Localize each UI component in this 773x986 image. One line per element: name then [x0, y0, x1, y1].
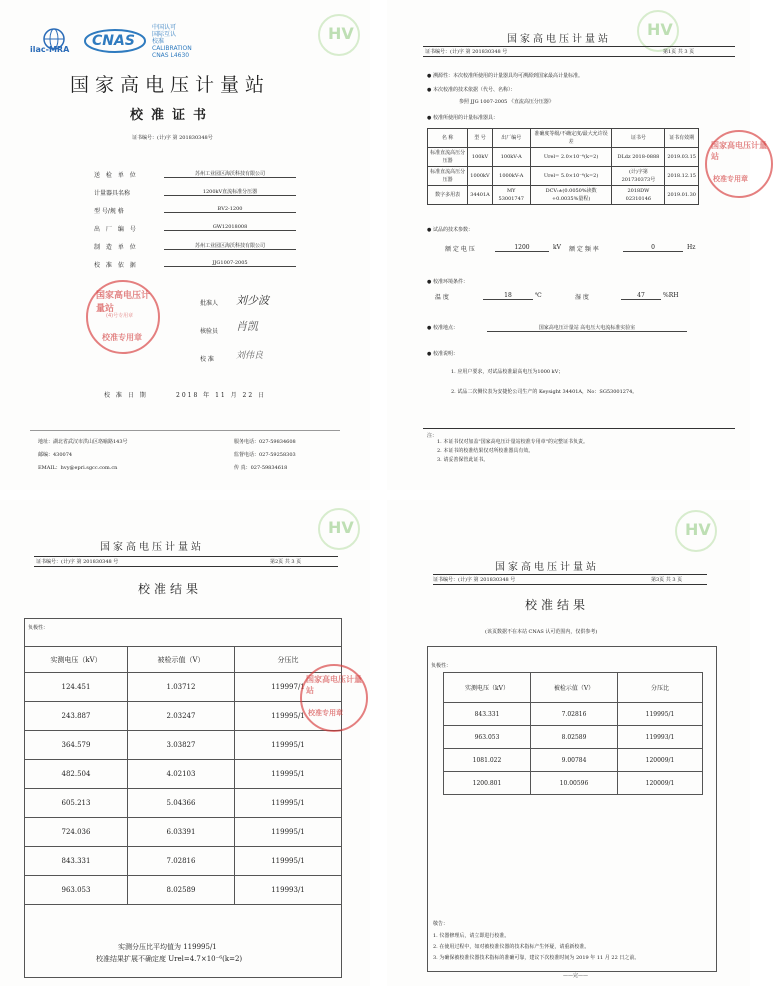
table-header-row: [25, 647, 342, 673]
basis-text: 参照 JJG 1007-2005 《直流高压分压器》: [459, 99, 554, 105]
notice-title: 敬告：: [433, 921, 449, 927]
header-rule: [433, 574, 707, 575]
field-label: 送 检 单 位: [94, 172, 138, 179]
field-label: 型 号/规 格: [94, 208, 124, 215]
field-label: 计量器具名称: [94, 190, 131, 197]
footer-fax: 传 真：027-59834618: [234, 465, 288, 471]
table-row: [444, 726, 703, 749]
verifier-label: 核验员: [200, 328, 219, 335]
table-cell: 5.04366: [128, 789, 235, 818]
seal-station-text: 国家高电压计量站: [306, 675, 362, 695]
end-mark: ——完——: [563, 973, 589, 979]
table-cell: 119995/1: [235, 702, 342, 731]
field-value: BV2-1200: [164, 206, 296, 213]
table-cell: 数字多用表: [428, 186, 468, 205]
table-header-row: [428, 129, 699, 148]
hv-watermark-logo: HV: [675, 510, 717, 552]
ilac-logo-text: ilac-MRA: [30, 45, 70, 54]
calibration-seal: [705, 130, 773, 198]
field-value: GW12018008: [164, 224, 296, 231]
table-header-cell: 名 称: [428, 129, 468, 148]
table-header-row: [444, 673, 703, 703]
table-cell: 1.03712: [128, 673, 235, 702]
table-cell: 6.03391: [128, 818, 235, 847]
tech-params-title: ● 试品的技术参数：: [427, 227, 473, 233]
notice-item: 1. 仪器修理后，请立即进行校准。: [433, 933, 510, 939]
table-row: [25, 818, 342, 847]
rated-frequency-value: 0: [623, 244, 683, 252]
cnas-logo: [84, 28, 146, 58]
table-cell: 120009/1: [618, 772, 703, 795]
table-cell: 7.02816: [531, 703, 618, 726]
field-value: 苏州工业园区海沃科技有限公司: [164, 170, 296, 178]
field-label: 出 厂 编 号: [94, 226, 138, 233]
humidity-value: 47: [621, 292, 661, 300]
table-cell: 1081.022: [444, 749, 531, 772]
cnas-logo-text: CNAS: [92, 33, 135, 49]
footer-postcode: 邮编：430074: [38, 452, 73, 458]
table-row: [25, 731, 342, 760]
table-row: [25, 673, 342, 702]
results-subtitle: (该页数据不在本站 CNAS 认可范围内，仅供参考): [485, 629, 598, 635]
table-row: [428, 148, 699, 167]
table-row: [25, 847, 342, 876]
table-cell: 9.00784: [531, 749, 618, 772]
location-value: 国家高电压计量站 高电压大电流标准实验室: [487, 324, 687, 332]
table-cell: 100kV-A: [492, 148, 530, 167]
temperature-value: 18: [483, 292, 533, 300]
approver-signature: 刘少波: [236, 294, 269, 307]
rated-frequency-label: 额 定 频 率: [569, 246, 599, 253]
table-cell: 1000kV-A: [492, 167, 530, 186]
seal-bottom-text: 校准专用章: [713, 175, 748, 183]
table-cell: 119995/1: [235, 731, 342, 760]
header-rule: [34, 566, 338, 567]
hv-watermark-logo: HV: [318, 508, 360, 550]
approver-label: 批准人: [200, 300, 219, 307]
table-cell: 119995/1: [235, 760, 342, 789]
table-cell: 4.02103: [128, 760, 235, 789]
notice-item: 3. 为确保被校准仪器技术指标的准确可靠，建议下次校准时间为 2019 年 11 月 22 日之前。: [433, 955, 640, 961]
footer-email: EMAIL：hvy@epri.sgcc.com.cn: [38, 465, 118, 471]
seal-station-text: 国家高电压计量站: [711, 141, 767, 161]
table-cell: 963.053: [444, 726, 531, 749]
station-name: 国家高电压计量站: [507, 34, 611, 45]
footnote-item: 3. 请妥善保管此证书。: [437, 457, 489, 463]
hv-watermark-logo: HV: [318, 14, 360, 56]
table-cell: 8.02589: [128, 876, 235, 905]
table-cell: 843.331: [25, 847, 128, 876]
hv-watermark-logo: HV: [637, 10, 679, 52]
environment-title: ● 校准环境条件：: [427, 279, 468, 285]
table-header-cell: 被检示值（V）: [531, 673, 618, 703]
table-cell: 119993/1: [618, 726, 703, 749]
table-cell: 10.00596: [531, 772, 618, 795]
calibration-results-page-2: [0, 500, 370, 986]
seal-inner-text: (4)号专用章: [106, 313, 134, 319]
footnote-item: 2. 本证书的校准结果仅对所校准器具有效。: [437, 448, 534, 454]
table-cell: 标准直流高压分压器: [428, 167, 468, 186]
rated-voltage-value: 1200: [495, 244, 549, 252]
table-cell: 119995/1: [235, 789, 342, 818]
table-cell: 1200.801: [444, 772, 531, 795]
certificate-number: 证书编号：(计)字 第 201830348 号: [425, 49, 508, 55]
table-cell: 2019.03.15: [665, 148, 699, 167]
location-title: ● 校准地点：: [427, 325, 458, 331]
results-title: 校准结果: [138, 582, 203, 596]
page-indicator: 第2页 共 3 页: [270, 559, 302, 565]
table-cell: 1000kV: [468, 167, 493, 186]
table-header-cell: 实测电压（kV）: [25, 647, 128, 673]
table-header-cell: 实测电压（kV）: [444, 673, 531, 703]
polarity-label: 负极性：: [431, 663, 452, 669]
footnote-item: 1. 本证书仅对加盖"国家高电压计量站校准专用章"的完整证书负责。: [437, 439, 588, 445]
footer-divider: [30, 430, 340, 431]
table-cell: 843.331: [444, 703, 531, 726]
table-cell: Urel= 2.0×10⁻⁶(k=2): [530, 148, 612, 167]
table-header-cell: 出厂编号: [492, 129, 530, 148]
field-value: 1200kV直流标准分压器: [164, 188, 296, 196]
table-cell: 120009/1: [618, 749, 703, 772]
header-rule: [423, 56, 735, 57]
table-row: [25, 760, 342, 789]
note-item: 1. 应用户要求，对试品校准最高电压为1000 kV；: [451, 369, 564, 375]
calibrator-label: 校 准: [200, 356, 214, 363]
table-cell: 2018DW 02310146: [612, 186, 665, 205]
seal-bottom-text: 校准专用章: [102, 333, 142, 342]
uncertainty-summary: 校准结果扩展不确定度 Urel=4.7×10⁻⁶(k=2): [96, 955, 243, 963]
standards-title: ● 校准所使用的计量标准器具：: [427, 115, 498, 121]
field-value: 苏州工业园区海沃科技有限公司: [164, 242, 296, 250]
header-rule: [433, 584, 707, 585]
table-row: [428, 186, 699, 205]
page-indicator: 第3页 共 3 页: [651, 577, 683, 583]
table-cell: MY 53001747: [492, 186, 530, 205]
certificate-number: 证书编号：(计)字 第 201830348 号: [433, 577, 516, 583]
notes-title: ● 校准说明：: [427, 351, 458, 357]
table-row: [25, 789, 342, 818]
polarity-label: 负极性：: [28, 625, 49, 631]
note-item: 2. 试品二次侧仪表为安捷伦公司生产的 Keysight 34401A，No：SG53001274。: [451, 389, 638, 395]
temperature-unit: ℃: [535, 292, 542, 299]
table-cell: 2.03247: [128, 702, 235, 731]
table-cell: (计)字第 201730373号: [612, 167, 665, 186]
table-cell: 2018.12.15: [665, 167, 699, 186]
humidity-label: 湿 度: [575, 294, 589, 301]
table-row: [444, 703, 703, 726]
results-table: [24, 646, 342, 905]
table-cell: 364.579: [25, 731, 128, 760]
footer-service-phone: 服务电话：027-59834608: [234, 439, 296, 445]
table-cell: 34401A: [468, 186, 493, 205]
humidity-unit: %RH: [663, 292, 679, 299]
table-cell: 119995/1: [235, 847, 342, 876]
table-cell: 119995/1: [618, 703, 703, 726]
table-cell: 124.451: [25, 673, 128, 702]
calibration-date: 2018 年 11 月 22 日: [176, 392, 267, 399]
ilac-mra-logo: [30, 28, 78, 54]
table-cell: 119995/1: [235, 818, 342, 847]
table-cell: 963.053: [25, 876, 128, 905]
table-cell: Urel= 5.0×10⁻⁶(k=2): [530, 167, 612, 186]
table-cell: DCV:±(0.0050%读数+0.0035%量程): [530, 186, 612, 205]
table-header-cell: 型 号: [468, 129, 493, 148]
cnas-caption-line: 中国认可: [152, 24, 177, 31]
table-header-cell: 证书有效期: [665, 129, 699, 148]
rated-voltage-unit: kV: [553, 244, 561, 251]
footnote-rule: [423, 428, 735, 429]
table-row: [444, 772, 703, 795]
table-cell: 100kV: [468, 148, 493, 167]
rated-voltage-label: 额 定 电 压: [445, 246, 475, 253]
standards-table: [427, 128, 699, 205]
date-label: 校 准 日 期: [104, 392, 148, 399]
certificate-title: 校准证书: [130, 108, 215, 123]
header-rule: [34, 556, 338, 557]
table-header-cell: 被检示值（V）: [128, 647, 235, 673]
rated-frequency-unit: Hz: [687, 244, 696, 251]
table-cell: 482.504: [25, 760, 128, 789]
table-cell: 2019.01.30: [665, 186, 699, 205]
seal-bottom-text: 校准专用章: [308, 709, 343, 717]
table-header-cell: 分压比: [618, 673, 703, 703]
field-label: 制 造 单 位: [94, 244, 138, 251]
certificate-number: 证书编号：(计)字 第 201830348号: [132, 135, 213, 141]
table-header-cell: 准确度等级/不确定度/最大允许误差: [530, 129, 612, 148]
calibration-seal: [300, 664, 368, 732]
table-cell: 724.036: [25, 818, 128, 847]
notice-item: 2. 在使用过程中，如对被校准仪器的技术指标产生怀疑，请重新校准。: [433, 944, 590, 950]
table-cell: 7.02816: [128, 847, 235, 876]
calibration-results-page-3: [387, 500, 750, 986]
table-cell: 605.213: [25, 789, 128, 818]
footnote-title: 注：: [427, 433, 438, 439]
basis-title: ● 本次校准的技术依据（代号、名称）：: [427, 87, 516, 93]
cnas-caption-line: 国际互认: [152, 31, 177, 38]
footer-address: 地址：湖北省武汉市洪山区珞喻路143号: [38, 439, 128, 445]
temperature-label: 温 度: [435, 294, 449, 301]
table-row: [25, 876, 342, 905]
table-header-cell: 分压比: [235, 647, 342, 673]
seal-station-text: 国家高电压计量站: [96, 291, 151, 314]
verifier-signature: 肖凯: [236, 320, 258, 333]
traceability-statement: ● 溯源性：本次校准所使用的计量器具均可溯源到国家最高计量标准。: [427, 73, 583, 79]
station-name: 国家高电压计量站: [100, 542, 204, 553]
station-name: 国家高电压计量站: [70, 74, 271, 96]
table-row: [428, 167, 699, 186]
table-row: [25, 702, 342, 731]
cnas-caption-line: 校准: [152, 38, 165, 45]
average-ratio-summary: 实测分压比平均值为 119995/1: [118, 943, 217, 951]
field-label: 校 准 依 据: [94, 262, 138, 269]
certificate-cover-page: [0, 0, 370, 490]
table-cell: 119993/1: [235, 876, 342, 905]
table-row: [444, 749, 703, 772]
station-name: 国家高电压计量站: [495, 562, 599, 573]
cnas-caption: [152, 24, 192, 59]
table-header-cell: 证书号: [612, 129, 665, 148]
page-indicator: 第1页 共 3 页: [663, 49, 695, 55]
results-title: 校准结果: [525, 598, 590, 612]
table-cell: 8.02589: [531, 726, 618, 749]
table-cell: 243.887: [25, 702, 128, 731]
table-cell: DLdz 2018-0888: [612, 148, 665, 167]
calibrator-signature: 刘伟良: [236, 351, 264, 361]
field-value: JJG1007-2005: [164, 260, 296, 267]
table-cell: 3.03827: [128, 731, 235, 760]
certificate-details-page: [387, 0, 767, 490]
table-cell: 标准直流高压分压器: [428, 148, 468, 167]
calibration-seal: [86, 280, 160, 354]
cnas-caption-line: CALIBRATION: [152, 45, 192, 52]
certificate-number: 证书编号：(计)字 第 201830348 号: [36, 559, 119, 565]
cnas-caption-line: CNAS L4630: [152, 52, 190, 59]
results-table: [443, 672, 703, 795]
table-cell: 119997/1: [235, 673, 342, 702]
footer-complaint-phone: 监督电话：027-59258303: [234, 452, 296, 458]
header-rule: [423, 46, 735, 47]
